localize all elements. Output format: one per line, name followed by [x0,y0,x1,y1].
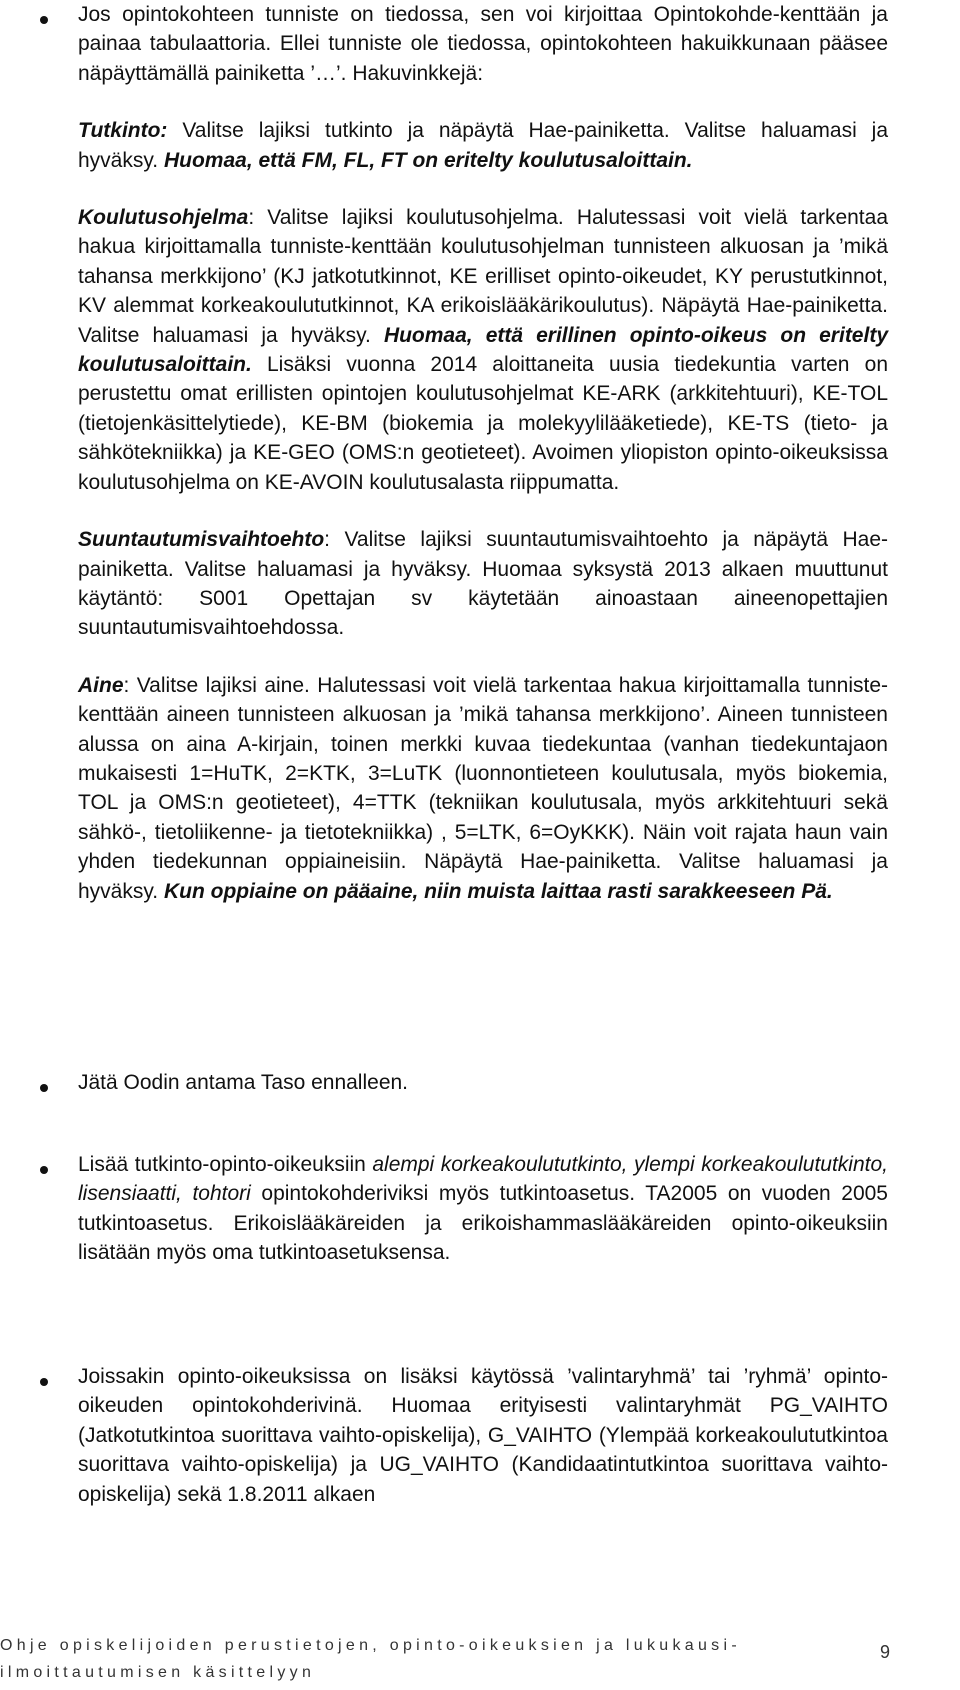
paragraph: Jos opintokohteen tunniste on tiedossa, sen voi kirjoittaa Opintokohde-kenttään ja painaa tabulaattoria. Ellei tunniste ole tiedossa, opintokohteen hakuikkunaan pääsee näpäyttämällä painiketta ’…’. Hakuvinkkejä: [78,3,888,85]
list-item-body [78,1362,888,1509]
term-label: Aine [78,673,124,697]
footer-line: Ohje opiskelijoiden perustietojen, opinto-oikeuksien ja lukukausi- [0,1637,741,1654]
term-label: Suuntautumisvaihtoehto [78,528,325,552]
bullet-icon [40,1166,48,1174]
paragraph-text: : Valitse lajiksi koulutusohjelma. Halutessasi voit vielä tarkentaa hakua kirjoittamalla tunniste-kenttään koulutusohjelman tunnisteen alkuosan ja ’mikä tahansa merkkijono’ (KJ jatkotutkinnot, KE erilliset opinto-oikeudet, KY perustutkinnot, KV alemmat korkeakoulututkinnot, KA erikoislääkärikoulutus). Näpäytä Hae-painiketta. Valitse haluamasi ja hyväksy. [78,206,888,347]
note-text: Huomaa, että FM, FL, FT on eritelty koulutusaloittain. [163,148,693,172]
paragraph: Joissakin opinto-oikeuksissa on lisäksi käytössä ’valintaryhmä’ tai ’ryhmä’ opinto-oikeuden opintokohderivinä. Huomaa erityisesti valintaryhmät PG_VAIHTO (Jatkotutkintoa suorittava vaihto-opiskelija), G_VAIHTO (Ylempää korkeakoulututkintoa suorittava vaihto-opiskelija) ja UG_VAIHTO (Kandidaatintutkintoa suorittava vaihto-opiskelija) sekä 1.8.2011 alkaen [78,1365,888,1506]
paragraph [78,525,888,643]
paragraph [78,671,888,906]
paragraph-text: opintokohderiviksi myös tutkintoasetus. TA2005 on vuoden 2005 tutkintoasetus. Erikoislääkäreiden ja erikoishammaslääkäreiden opinto-oikeuksiin lisätään myös oma tutkintoasetuksensa. [78,1182,888,1265]
paragraph [78,116,888,175]
paragraph-text: : Valitse lajiksi aine. Halutessasi voit vielä tarkentaa hakua kirjoittamalla tunniste-kenttään aineen tunnisteen alkuosan ja ’mikä tahansa merkkijono’. Aineen tunnisteen alussa on aina A-kirjain, toinen merkki kuvaa tiedekuntaa (vanhan tiedekuntajaon mukaisesti 1=HuTK, 2=KTK, 3=LuTK (luonnontieteen koulutusala, myös biokemia, TOL ja OMS:n geotieteet), 4=TTK (tekniikan koulutusala, myös arkkitehtuuri sekä sähkö-, tietoliikenne- ja tietotekniikka) , 5=LTK, 6=OyKKK). Näin voit rajata haun vain yhden tiedekunnan oppiaineisiin. Näpäytä Hae-painiketta. Valitse haluamasi ja hyväksy. [78,673,888,903]
footer-line: ilmoittautumisen käsittelyyn [0,1664,316,1681]
term-label: Tutkinto: [78,119,168,143]
list-item-body [78,1068,888,1097]
list-item-body [78,1150,888,1268]
bullet-icon [40,16,48,24]
list-item-body [78,0,888,906]
paragraph-text: Valitse lajiksi tutkinto ja näpäytä Hae-painiketta. Valitse haluamasi ja hyväksy. [78,119,888,172]
page-footer [0,1632,960,1690]
paragraph-text: Lisää tutkinto-opinto-oikeuksiin [78,1153,373,1176]
term-label: Koulutusohjelma [78,206,249,230]
paragraph-text: Lisäksi vuonna 2014 aloittaneita uusia tiedekuntia varten on perustettu omat erillisten opintojen koulutusohjelmat KE-ARK (arkkitehtuuri), KE-TOL (tietojenkäsittelytiede), KE-BM (biokemia ja molekyylilääketiede), KE-TS (tieto- ja sähkötekniikka) ja KE-GEO (OMS:n geotieteet). Avoimen yliopiston opinto-oikeuksissa koulutusohjelma on KE-AVOIN koulutusalasta riippumatta. [78,353,888,494]
paragraph [78,203,888,497]
paragraph: Jätä Oodin antama Taso ennalleen. [78,1071,409,1094]
note-text: Huomaa, että erillinen opinto-oikeus on eritelty koulutusaloittain. [78,323,888,377]
bullet-icon [40,1084,48,1092]
footer-title [0,1632,900,1686]
italic-terms: alempi korkeakoulututkinto, ylempi korkeakoulututkinto, lisensiaatti, tohtori [78,1153,888,1206]
paragraph [78,1150,888,1268]
note-text: Kun oppiaine on pääaine, niin muista laittaa rasti sarakkeeseen Pä. [163,879,833,903]
bullet-icon [40,1378,48,1386]
paragraph-text: : Valitse lajiksi suuntautumisvaihtoehto ja näpäytä Hae-painiketta. Valitse haluamasi ja hyväksy. Huomaa syksystä 2013 alkaen muuttunut käytäntö: S001 Opettajan sv käytetään ainoastaan aineenopettajien suuntautumisvaihtoehdossa. [78,528,888,640]
page-number: 9 [880,1642,891,1662]
